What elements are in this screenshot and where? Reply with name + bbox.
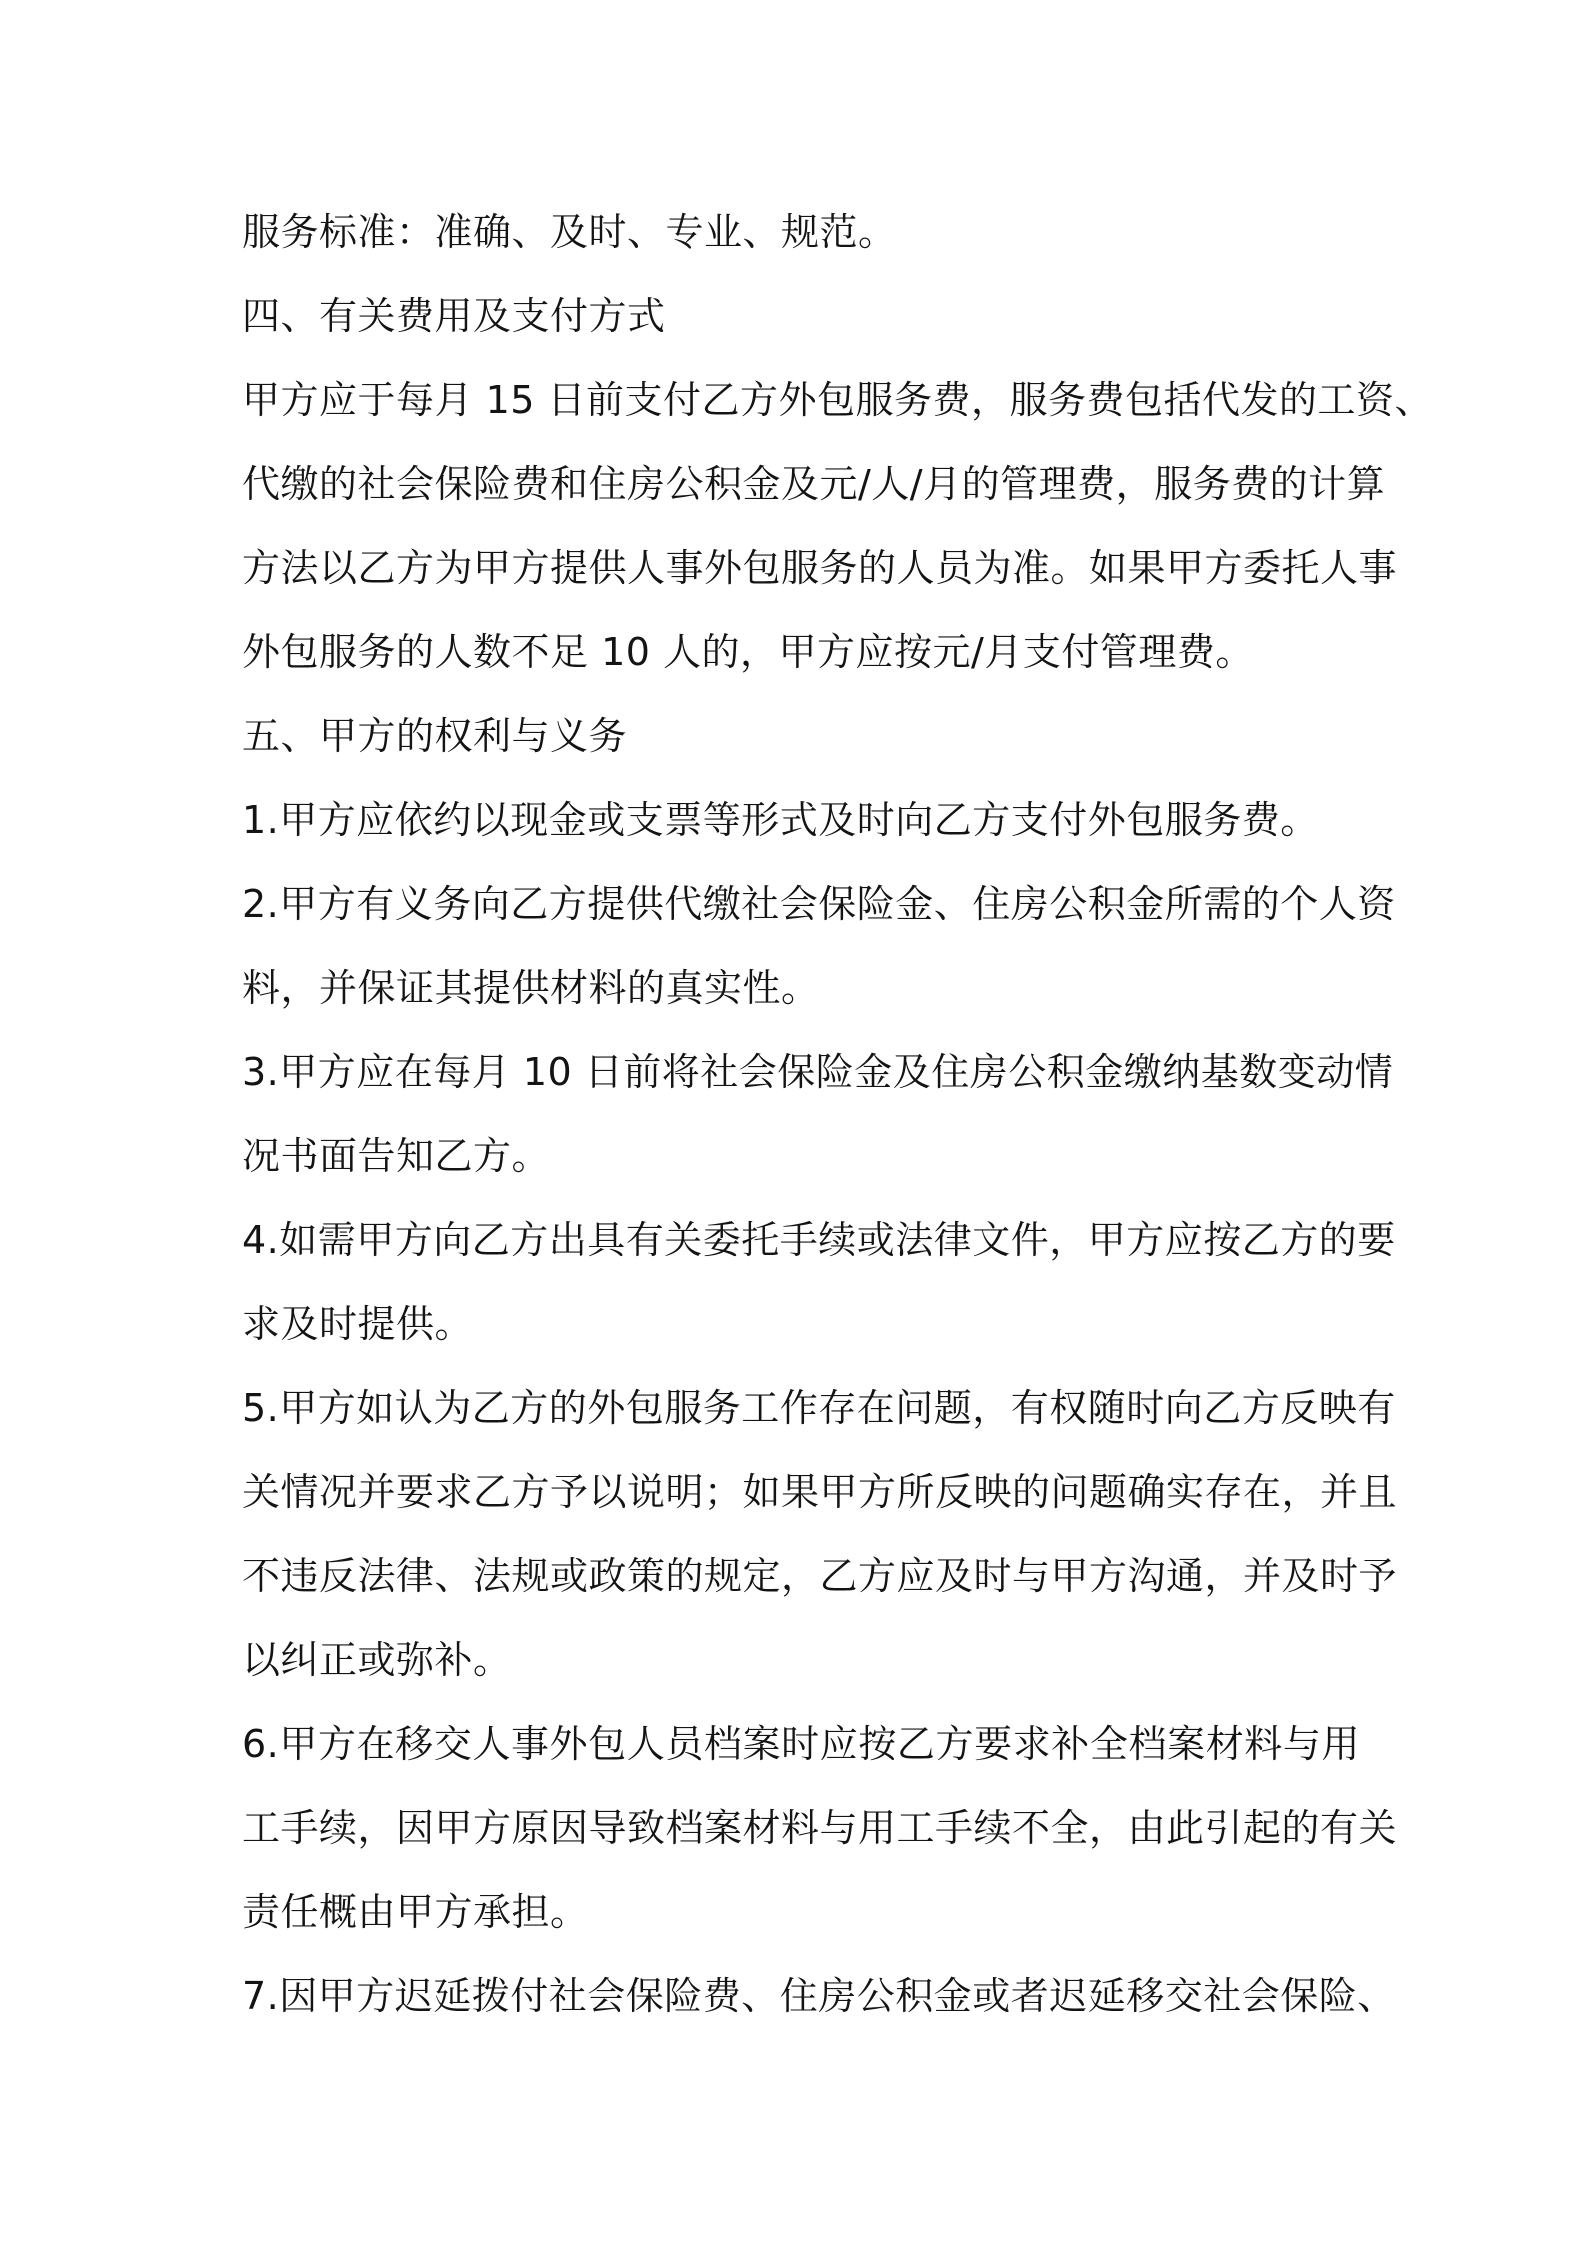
section-heading-party-a-rights: 五、甲方的权利与义务 — [242, 714, 628, 758]
text-line: 责任概由甲方承担。 — [242, 1890, 589, 1934]
clause-1: 1.甲方应依约以现金或支票等形式及时向乙方支付外包服务费。 — [242, 798, 1319, 842]
clause-3: 3.甲方应在每月 10 日前将社会保险金及住房公积金缴纳基数变动情 — [242, 1050, 1394, 1094]
text-line: 工手续，因甲方原因导致档案材料与用工手续不全，由此引起的有关 — [242, 1806, 1398, 1850]
text-line: 以纠正或弥补。 — [242, 1638, 512, 1682]
text-line: 外包服务的人数不足 10 人的，甲方应按元/月支付管理费。 — [242, 630, 1254, 674]
section-heading-fees: 四、有关费用及支付方式 — [242, 294, 666, 338]
text-line: 代缴的社会保险费和住房公积金及元/人/月的管理费，服务费的计算 — [242, 462, 1386, 506]
text-line: 况书面告知乙方。 — [242, 1134, 551, 1178]
text-line: 关情况并要求乙方予以说明；如果甲方所反映的问题确实存在，并且 — [242, 1470, 1398, 1514]
clause-2: 2.甲方有义务向乙方提供代缴社会保险金、住房公积金所需的个人资 — [242, 882, 1396, 926]
clause-4: 4.如需甲方向乙方出具有关委托手续或法律文件，甲方应按乙方的要 — [242, 1218, 1396, 1262]
text-line: 方法以乙方为甲方提供人事外包服务的人员为准。如果甲方委托人事 — [242, 546, 1398, 590]
clause-6: 6.甲方在移交人事外包人员档案时应按乙方要求补全档案材料与用 — [242, 1722, 1360, 1766]
clause-7: 7.因甲方迟延拨付社会保险费、住房公积金或者迟延移交社会保险、 — [242, 1974, 1396, 2018]
text-line: 料，并保证其提供材料的真实性。 — [242, 966, 820, 1010]
text-line-service-standard: 服务标准：准确、及时、专业、规范。 — [242, 210, 897, 254]
text-line: 甲方应于每月 15 日前支付乙方外包服务费，服务费包括代发的工资、 — [242, 378, 1434, 422]
document-body — [242, 190, 1434, 2038]
text-line: 不违反法律、法规或政策的规定，乙方应及时与甲方沟通，并及时予 — [242, 1554, 1398, 1598]
clause-5: 5.甲方如认为乙方的外包服务工作存在问题，有权随时向乙方反映有 — [242, 1386, 1396, 1430]
text-line: 求及时提供。 — [242, 1302, 474, 1346]
